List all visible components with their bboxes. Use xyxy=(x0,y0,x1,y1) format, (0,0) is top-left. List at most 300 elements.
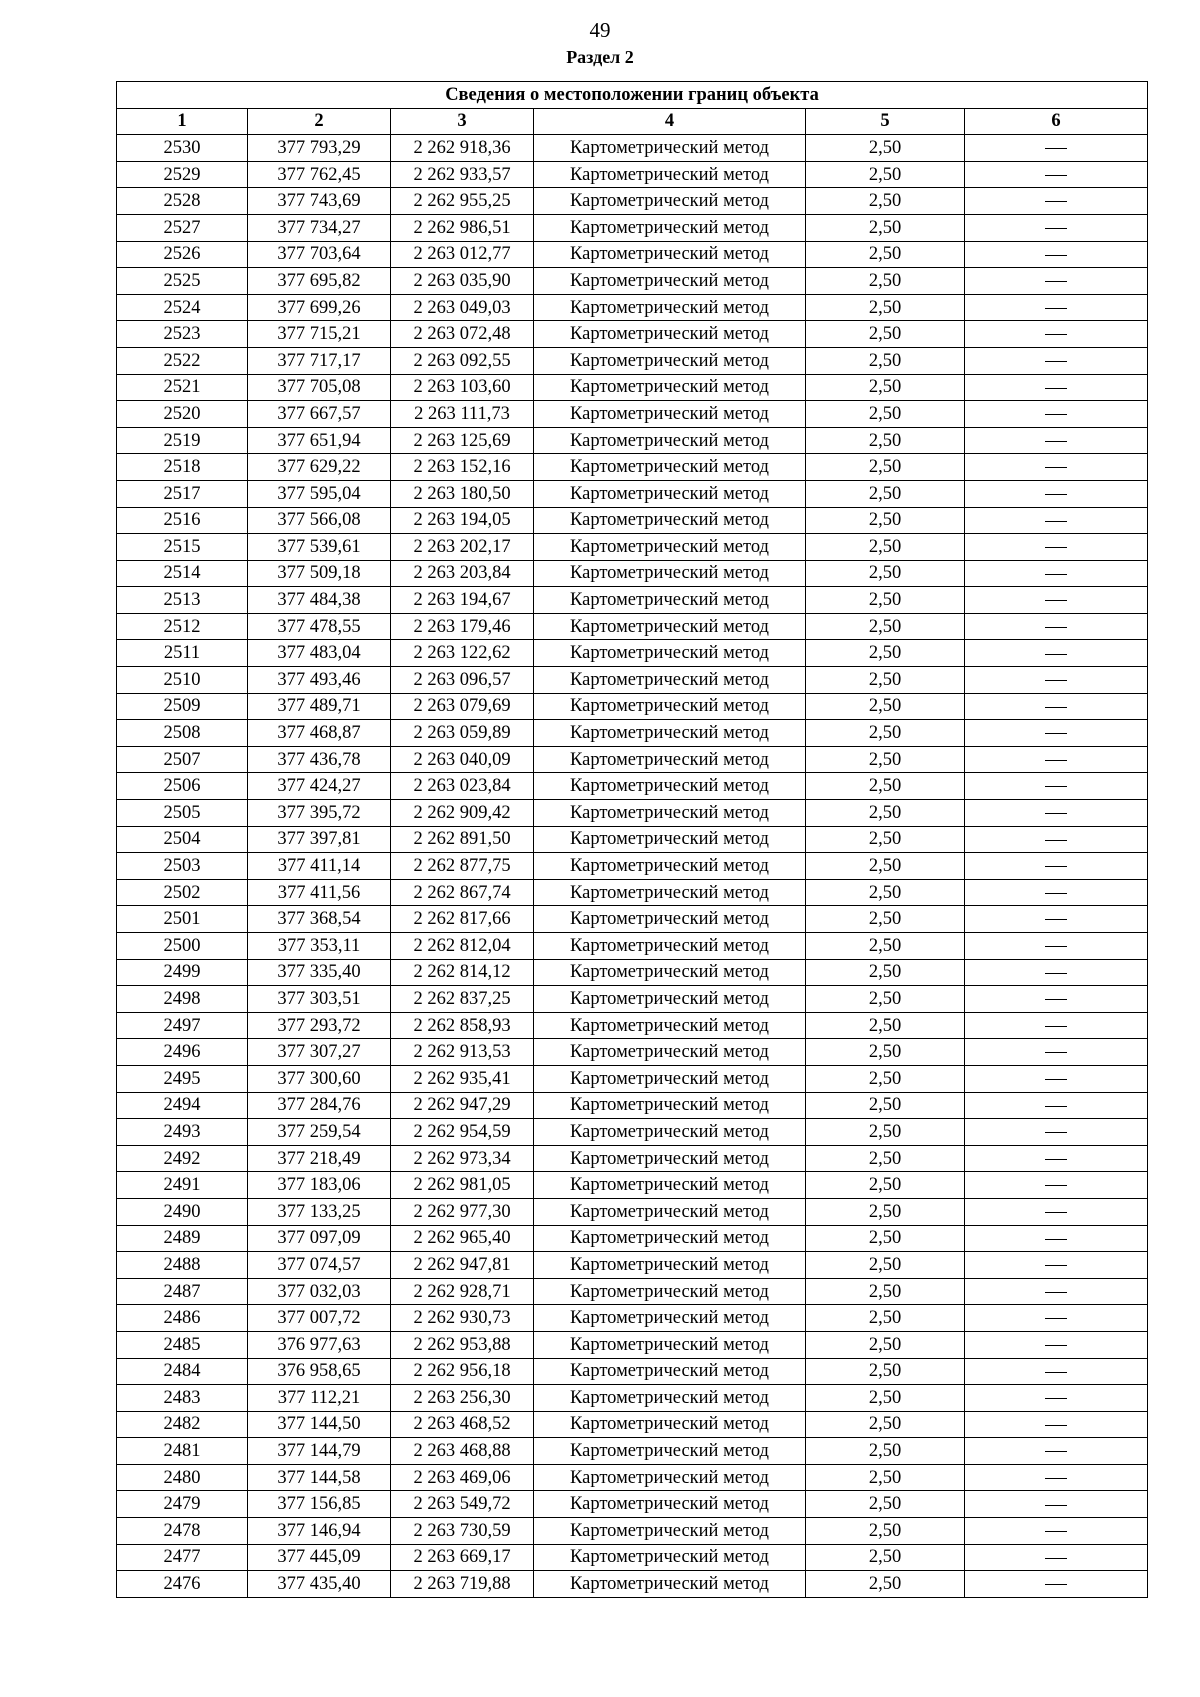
description-cell xyxy=(965,746,1148,773)
dash-mark xyxy=(1045,1318,1067,1319)
y-coordinate-cell: 2 262 837,25 xyxy=(391,986,534,1013)
accuracy-cell: 2,50 xyxy=(806,268,965,295)
point-number-cell: 2481 xyxy=(117,1438,248,1465)
description-cell xyxy=(965,401,1148,428)
method-cell: Картометрический метод xyxy=(534,1544,806,1571)
point-number-cell: 2506 xyxy=(117,773,248,800)
dash-mark xyxy=(1045,866,1067,867)
method-cell: Картометрический метод xyxy=(534,1065,806,1092)
description-cell xyxy=(965,826,1148,853)
dash-mark xyxy=(1045,1239,1067,1240)
x-coordinate-cell: 377 468,87 xyxy=(248,720,391,747)
method-cell: Картометрический метод xyxy=(534,427,806,454)
accuracy-cell: 2,50 xyxy=(806,1198,965,1225)
method-cell: Картометрический метод xyxy=(534,853,806,880)
point-number-cell: 2493 xyxy=(117,1119,248,1146)
x-coordinate-cell: 377 397,81 xyxy=(248,826,391,853)
table-row xyxy=(117,321,1148,348)
method-cell: Картометрический метод xyxy=(534,1198,806,1225)
point-number-cell: 2486 xyxy=(117,1305,248,1332)
description-cell xyxy=(965,800,1148,827)
method-cell: Картометрический метод xyxy=(534,454,806,481)
point-number-cell: 2495 xyxy=(117,1065,248,1092)
table-row xyxy=(117,1092,1148,1119)
dash-mark xyxy=(1045,467,1067,468)
description-cell xyxy=(965,1518,1148,1545)
section-title: Раздел 2 xyxy=(566,47,634,67)
accuracy-cell: 2,50 xyxy=(806,959,965,986)
method-cell: Картометрический метод xyxy=(534,480,806,507)
description-cell xyxy=(965,693,1148,720)
y-coordinate-cell: 2 263 719,88 xyxy=(391,1571,534,1598)
x-coordinate-cell: 377 715,21 xyxy=(248,321,391,348)
y-coordinate-cell: 2 263 122,62 xyxy=(391,640,534,667)
x-coordinate-cell: 377 144,50 xyxy=(248,1411,391,1438)
description-cell xyxy=(965,427,1148,454)
description-cell xyxy=(965,1544,1148,1571)
description-cell xyxy=(965,1012,1148,1039)
y-coordinate-cell: 2 263 072,48 xyxy=(391,321,534,348)
y-coordinate-cell: 2 263 194,05 xyxy=(391,507,534,534)
y-coordinate-cell: 2 262 947,81 xyxy=(391,1252,534,1279)
table-row xyxy=(117,1305,1148,1332)
point-number-cell: 2505 xyxy=(117,800,248,827)
x-coordinate-cell: 377 493,46 xyxy=(248,667,391,694)
x-coordinate-cell: 377 284,76 xyxy=(248,1092,391,1119)
y-coordinate-cell: 2 263 092,55 xyxy=(391,347,534,374)
x-coordinate-cell: 377 695,82 xyxy=(248,268,391,295)
table-row xyxy=(117,1491,1148,1518)
accuracy-cell: 2,50 xyxy=(806,1172,965,1199)
point-number-cell: 2511 xyxy=(117,640,248,667)
accuracy-cell: 2,50 xyxy=(806,1491,965,1518)
table-row xyxy=(117,1119,1148,1146)
description-cell xyxy=(965,986,1148,1013)
x-coordinate-cell: 377 484,38 xyxy=(248,587,391,614)
y-coordinate-cell: 2 262 858,93 xyxy=(391,1012,534,1039)
table-row xyxy=(117,294,1148,321)
description-cell xyxy=(965,667,1148,694)
method-cell: Картометрический метод xyxy=(534,1491,806,1518)
x-coordinate-cell: 377 300,60 xyxy=(248,1065,391,1092)
description-cell xyxy=(965,1571,1148,1598)
y-coordinate-cell: 2 263 079,69 xyxy=(391,693,534,720)
y-coordinate-cell: 2 263 468,88 xyxy=(391,1438,534,1465)
point-number-cell: 2485 xyxy=(117,1331,248,1358)
x-coordinate-cell: 377 489,71 xyxy=(248,693,391,720)
accuracy-cell: 2,50 xyxy=(806,1464,965,1491)
y-coordinate-cell: 2 262 817,66 xyxy=(391,906,534,933)
y-coordinate-cell: 2 262 891,50 xyxy=(391,826,534,853)
description-cell xyxy=(965,1092,1148,1119)
x-coordinate-cell: 377 007,72 xyxy=(248,1305,391,1332)
table-row xyxy=(117,1331,1148,1358)
point-number-cell: 2510 xyxy=(117,667,248,694)
table-row xyxy=(117,560,1148,587)
x-coordinate-cell: 377 032,03 xyxy=(248,1278,391,1305)
x-coordinate-cell: 377 335,40 xyxy=(248,959,391,986)
dash-mark xyxy=(1045,786,1067,787)
x-coordinate-cell: 377 445,09 xyxy=(248,1544,391,1571)
dash-mark xyxy=(1045,574,1067,575)
method-cell: Картометрический метод xyxy=(534,800,806,827)
description-cell xyxy=(965,1491,1148,1518)
y-coordinate-cell: 2 263 096,57 xyxy=(391,667,534,694)
dash-mark xyxy=(1045,1425,1067,1426)
x-coordinate-cell: 377 144,79 xyxy=(248,1438,391,1465)
x-coordinate-cell: 377 651,94 xyxy=(248,427,391,454)
accuracy-cell: 2,50 xyxy=(806,879,965,906)
accuracy-cell: 2,50 xyxy=(806,1438,965,1465)
dash-mark xyxy=(1045,733,1067,734)
y-coordinate-cell: 2 263 203,84 xyxy=(391,560,534,587)
accuracy-cell: 2,50 xyxy=(806,347,965,374)
accuracy-cell: 2,50 xyxy=(806,427,965,454)
dash-mark xyxy=(1045,547,1067,548)
point-number-cell: 2492 xyxy=(117,1145,248,1172)
method-cell: Картометрический метод xyxy=(534,560,806,587)
point-number-cell: 2520 xyxy=(117,401,248,428)
table-row xyxy=(117,1385,1148,1412)
point-number-cell: 2476 xyxy=(117,1571,248,1598)
point-number-cell: 2519 xyxy=(117,427,248,454)
accuracy-cell: 2,50 xyxy=(806,1571,965,1598)
accuracy-cell: 2,50 xyxy=(806,1145,965,1172)
description-cell xyxy=(965,188,1148,215)
x-coordinate-cell: 377 183,06 xyxy=(248,1172,391,1199)
x-coordinate-cell: 377 218,49 xyxy=(248,1145,391,1172)
y-coordinate-cell: 2 263 023,84 xyxy=(391,773,534,800)
table-row xyxy=(117,1065,1148,1092)
table-row xyxy=(117,640,1148,667)
y-coordinate-cell: 2 263 152,16 xyxy=(391,454,534,481)
table-row xyxy=(117,534,1148,561)
y-coordinate-cell: 2 263 049,03 xyxy=(391,294,534,321)
method-cell: Картометрический метод xyxy=(534,1039,806,1066)
dash-mark xyxy=(1045,281,1067,282)
table-row xyxy=(117,374,1148,401)
table-row xyxy=(117,613,1148,640)
accuracy-cell: 2,50 xyxy=(806,534,965,561)
method-cell: Картометрический метод xyxy=(534,640,806,667)
y-coordinate-cell: 2 262 812,04 xyxy=(391,933,534,960)
table-row xyxy=(117,853,1148,880)
point-number-cell: 2515 xyxy=(117,534,248,561)
method-cell: Картометрический метод xyxy=(534,693,806,720)
description-cell xyxy=(965,933,1148,960)
dash-mark xyxy=(1045,388,1067,389)
accuracy-cell: 2,50 xyxy=(806,1278,965,1305)
dash-mark xyxy=(1045,1478,1067,1479)
dash-mark xyxy=(1045,175,1067,176)
description-cell xyxy=(965,1385,1148,1412)
accuracy-cell: 2,50 xyxy=(806,826,965,853)
method-cell: Картометрический метод xyxy=(534,879,806,906)
dash-mark xyxy=(1045,1159,1067,1160)
dash-mark xyxy=(1045,414,1067,415)
point-number-cell: 2479 xyxy=(117,1491,248,1518)
point-number-cell: 2521 xyxy=(117,374,248,401)
method-cell: Картометрический метод xyxy=(534,826,806,853)
description-cell xyxy=(965,294,1148,321)
dash-mark xyxy=(1045,600,1067,601)
dash-mark xyxy=(1045,1026,1067,1027)
y-coordinate-cell: 2 262 877,75 xyxy=(391,853,534,880)
x-coordinate-cell: 377 303,51 xyxy=(248,986,391,1013)
dash-mark xyxy=(1045,1106,1067,1107)
description-cell xyxy=(965,1225,1148,1252)
column-header-6: 6 xyxy=(965,108,1148,135)
x-coordinate-cell: 377 539,61 xyxy=(248,534,391,561)
method-cell: Картометрический метод xyxy=(534,374,806,401)
method-cell: Картометрический метод xyxy=(534,135,806,162)
x-coordinate-cell: 377 595,04 xyxy=(248,480,391,507)
table-row xyxy=(117,906,1148,933)
table-row xyxy=(117,1172,1148,1199)
x-coordinate-cell: 377 424,27 xyxy=(248,773,391,800)
x-coordinate-cell: 377 353,11 xyxy=(248,933,391,960)
dash-mark xyxy=(1045,1398,1067,1399)
table-row xyxy=(117,773,1148,800)
table-row xyxy=(117,1198,1148,1225)
point-number-cell: 2517 xyxy=(117,480,248,507)
point-number-cell: 2478 xyxy=(117,1518,248,1545)
point-number-cell: 2489 xyxy=(117,1225,248,1252)
table-row xyxy=(117,135,1148,162)
y-coordinate-cell: 2 262 953,88 xyxy=(391,1331,534,1358)
dash-mark xyxy=(1045,999,1067,1000)
method-cell: Картометрический метод xyxy=(534,667,806,694)
method-cell: Картометрический метод xyxy=(534,959,806,986)
accuracy-cell: 2,50 xyxy=(806,1518,965,1545)
description-cell xyxy=(965,321,1148,348)
table-row xyxy=(117,507,1148,534)
accuracy-cell: 2,50 xyxy=(806,986,965,1013)
y-coordinate-cell: 2 263 468,52 xyxy=(391,1411,534,1438)
method-cell: Картометрический метод xyxy=(534,1012,806,1039)
table-row xyxy=(117,667,1148,694)
description-cell xyxy=(965,135,1148,162)
column-header-1: 1 xyxy=(117,108,248,135)
description-cell xyxy=(965,853,1148,880)
point-number-cell: 2528 xyxy=(117,188,248,215)
table-row xyxy=(117,879,1148,906)
dash-mark xyxy=(1045,1584,1067,1585)
accuracy-cell: 2,50 xyxy=(806,135,965,162)
method-cell: Картометрический метод xyxy=(534,1092,806,1119)
table-row xyxy=(117,746,1148,773)
y-coordinate-cell: 2 262 933,57 xyxy=(391,161,534,188)
accuracy-cell: 2,50 xyxy=(806,188,965,215)
description-cell xyxy=(965,1039,1148,1066)
dash-mark xyxy=(1045,1132,1067,1133)
column-header-4: 4 xyxy=(534,108,806,135)
method-cell: Картометрический метод xyxy=(534,321,806,348)
table-row xyxy=(117,720,1148,747)
y-coordinate-cell: 2 263 103,60 xyxy=(391,374,534,401)
method-cell: Картометрический метод xyxy=(534,1145,806,1172)
description-cell xyxy=(965,454,1148,481)
description-cell xyxy=(965,1172,1148,1199)
point-number-cell: 2523 xyxy=(117,321,248,348)
point-number-cell: 2482 xyxy=(117,1411,248,1438)
y-coordinate-cell: 2 263 012,77 xyxy=(391,241,534,268)
x-coordinate-cell: 377 133,25 xyxy=(248,1198,391,1225)
point-number-cell: 2496 xyxy=(117,1039,248,1066)
dash-mark xyxy=(1045,1265,1067,1266)
accuracy-cell: 2,50 xyxy=(806,800,965,827)
method-cell: Картометрический метод xyxy=(534,1385,806,1412)
point-number-cell: 2513 xyxy=(117,587,248,614)
accuracy-cell: 2,50 xyxy=(806,667,965,694)
y-coordinate-cell: 2 262 918,36 xyxy=(391,135,534,162)
method-cell: Картометрический метод xyxy=(534,986,806,1013)
accuracy-cell: 2,50 xyxy=(806,294,965,321)
method-cell: Картометрический метод xyxy=(534,720,806,747)
point-number-cell: 2499 xyxy=(117,959,248,986)
y-coordinate-cell: 2 262 947,29 xyxy=(391,1092,534,1119)
description-cell xyxy=(965,1411,1148,1438)
description-cell xyxy=(965,640,1148,667)
dash-mark xyxy=(1045,361,1067,362)
table-row xyxy=(117,1358,1148,1385)
x-coordinate-cell: 377 793,29 xyxy=(248,135,391,162)
table-row xyxy=(117,693,1148,720)
method-cell: Картометрический метод xyxy=(534,401,806,428)
method-cell: Картометрический метод xyxy=(534,294,806,321)
point-number-cell: 2490 xyxy=(117,1198,248,1225)
accuracy-cell: 2,50 xyxy=(806,454,965,481)
accuracy-cell: 2,50 xyxy=(806,1119,965,1146)
y-coordinate-cell: 2 263 059,89 xyxy=(391,720,534,747)
table-row xyxy=(117,401,1148,428)
accuracy-cell: 2,50 xyxy=(806,906,965,933)
method-cell: Картометрический метод xyxy=(534,1252,806,1279)
y-coordinate-cell: 2 263 111,73 xyxy=(391,401,534,428)
description-cell xyxy=(965,1065,1148,1092)
x-coordinate-cell: 377 435,40 xyxy=(248,1571,391,1598)
method-cell: Картометрический метод xyxy=(534,534,806,561)
point-number-cell: 2509 xyxy=(117,693,248,720)
description-cell xyxy=(965,906,1148,933)
table-row xyxy=(117,1571,1148,1598)
accuracy-cell: 2,50 xyxy=(806,587,965,614)
x-coordinate-cell: 377 436,78 xyxy=(248,746,391,773)
accuracy-cell: 2,50 xyxy=(806,374,965,401)
method-cell: Картометрический метод xyxy=(534,1358,806,1385)
dash-mark xyxy=(1045,334,1067,335)
dash-mark xyxy=(1045,441,1067,442)
table-row xyxy=(117,933,1148,960)
point-number-cell: 2527 xyxy=(117,214,248,241)
dash-mark xyxy=(1045,201,1067,202)
dash-mark xyxy=(1045,1292,1067,1293)
point-number-cell: 2500 xyxy=(117,933,248,960)
table-row xyxy=(117,1039,1148,1066)
method-cell: Картометрический метод xyxy=(534,1172,806,1199)
y-coordinate-cell: 2 262 986,51 xyxy=(391,214,534,241)
column-header-2: 2 xyxy=(248,108,391,135)
accuracy-cell: 2,50 xyxy=(806,241,965,268)
point-number-cell: 2488 xyxy=(117,1252,248,1279)
dash-mark xyxy=(1045,228,1067,229)
column-header-3: 3 xyxy=(391,108,534,135)
y-coordinate-cell: 2 262 977,30 xyxy=(391,1198,534,1225)
description-cell xyxy=(965,480,1148,507)
description-cell xyxy=(965,1198,1148,1225)
x-coordinate-cell: 377 097,09 xyxy=(248,1225,391,1252)
x-coordinate-cell: 377 146,94 xyxy=(248,1518,391,1545)
table-row xyxy=(117,1411,1148,1438)
dash-mark xyxy=(1045,813,1067,814)
point-number-cell: 2502 xyxy=(117,879,248,906)
table-row xyxy=(117,587,1148,614)
dash-mark xyxy=(1045,1052,1067,1053)
table-row xyxy=(117,1252,1148,1279)
table-caption-row xyxy=(117,82,1148,109)
x-coordinate-cell: 377 629,22 xyxy=(248,454,391,481)
x-coordinate-cell: 377 395,72 xyxy=(248,800,391,827)
x-coordinate-cell: 377 566,08 xyxy=(248,507,391,534)
description-cell xyxy=(965,241,1148,268)
method-cell: Картометрический метод xyxy=(534,1518,806,1545)
table-row xyxy=(117,1012,1148,1039)
method-cell: Картометрический метод xyxy=(534,933,806,960)
dash-mark xyxy=(1045,946,1067,947)
table-row xyxy=(117,1518,1148,1545)
y-coordinate-cell: 2 263 194,67 xyxy=(391,587,534,614)
table-row xyxy=(117,454,1148,481)
dash-mark xyxy=(1045,760,1067,761)
method-cell: Картометрический метод xyxy=(534,1571,806,1598)
description-cell xyxy=(965,1305,1148,1332)
accuracy-cell: 2,50 xyxy=(806,1225,965,1252)
y-coordinate-cell: 2 262 867,74 xyxy=(391,879,534,906)
x-coordinate-cell: 377 699,26 xyxy=(248,294,391,321)
point-number-cell: 2518 xyxy=(117,454,248,481)
table-body xyxy=(117,135,1148,1598)
dash-mark xyxy=(1045,255,1067,256)
table-row xyxy=(117,347,1148,374)
dash-mark xyxy=(1045,521,1067,522)
description-cell xyxy=(965,214,1148,241)
x-coordinate-cell: 377 734,27 xyxy=(248,214,391,241)
y-coordinate-cell: 2 262 909,42 xyxy=(391,800,534,827)
point-number-cell: 2529 xyxy=(117,161,248,188)
description-cell xyxy=(965,161,1148,188)
point-number-cell: 2504 xyxy=(117,826,248,853)
accuracy-cell: 2,50 xyxy=(806,933,965,960)
accuracy-cell: 2,50 xyxy=(806,1039,965,1066)
dash-mark xyxy=(1045,1451,1067,1452)
y-coordinate-cell: 2 262 928,71 xyxy=(391,1278,534,1305)
description-cell xyxy=(965,268,1148,295)
accuracy-cell: 2,50 xyxy=(806,401,965,428)
table-row xyxy=(117,826,1148,853)
y-coordinate-cell: 2 263 180,50 xyxy=(391,480,534,507)
column-header-5: 5 xyxy=(806,108,965,135)
x-coordinate-cell: 377 112,21 xyxy=(248,1385,391,1412)
point-number-cell: 2522 xyxy=(117,347,248,374)
dash-mark xyxy=(1045,1079,1067,1080)
table-caption: Сведения о местоположении границ объекта xyxy=(117,82,1148,109)
dash-mark xyxy=(1045,654,1067,655)
point-number-cell: 2516 xyxy=(117,507,248,534)
table-row xyxy=(117,1145,1148,1172)
dash-mark xyxy=(1045,893,1067,894)
y-coordinate-cell: 2 263 549,72 xyxy=(391,1491,534,1518)
y-coordinate-cell: 2 263 669,17 xyxy=(391,1544,534,1571)
